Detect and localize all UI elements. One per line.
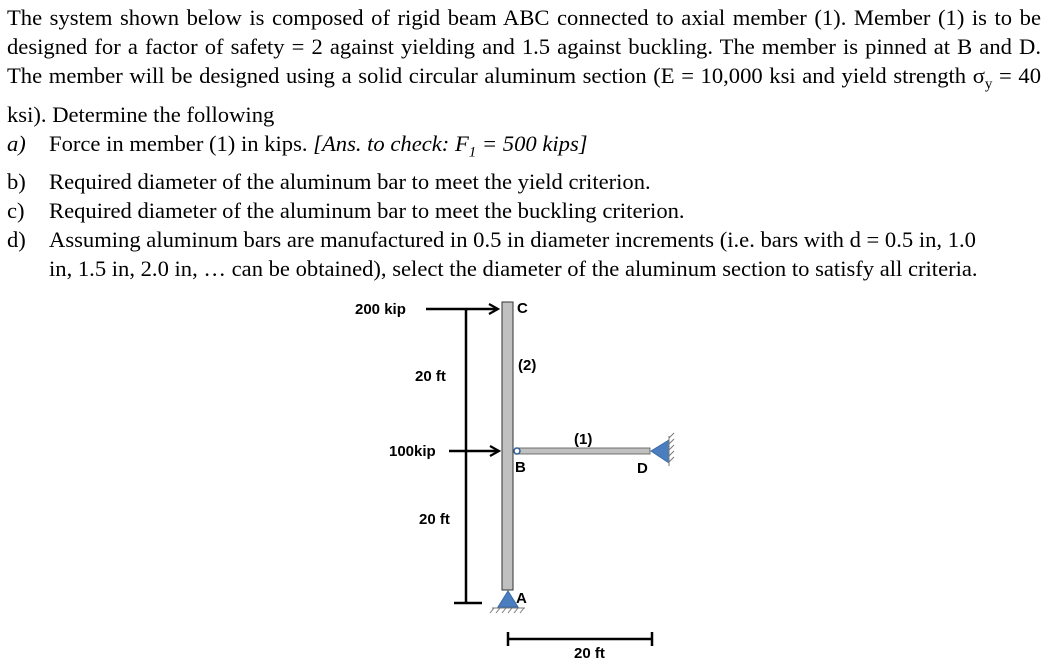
- question-label: b): [7, 169, 26, 195]
- rigid-beam-abc: [502, 302, 513, 590]
- point-d-label: D: [637, 460, 648, 477]
- lower-height-label: 20 ft: [419, 511, 450, 528]
- top-load-label: 200 kip: [355, 301, 406, 318]
- point-c-label: C: [517, 300, 528, 317]
- point-a-label: A: [516, 590, 527, 607]
- point-b-label: B: [515, 459, 526, 476]
- vertical-dimension-line: [454, 310, 482, 603]
- pin-support-d-icon: [651, 433, 674, 466]
- axial-member-1: [515, 448, 650, 454]
- answer-check-subscript: 1: [468, 144, 477, 161]
- question-label: c): [7, 198, 25, 224]
- answer-check-prefix: [Ans. to check: F: [313, 130, 469, 156]
- question-text: Assuming aluminum bars are manufactured in 0.5 in diameter increments (i.e. bars with d = 0.5 in, 1.0 in, 1.5 in, 2.0 in, … can be obtained), select the diameter of the aluminum section to satisfy all criteria.: [49, 227, 978, 282]
- sigma-subscript: y: [984, 76, 993, 93]
- horizontal-dimension-line: [508, 632, 652, 646]
- question-text: Required diameter of the aluminum bar to meet the yield criterion.: [49, 169, 651, 195]
- upper-height-label: 20 ft: [415, 368, 446, 385]
- question-label: d): [7, 227, 26, 253]
- sigma-symbol: σ: [972, 63, 985, 88]
- answer-check-suffix: = 500 kips]: [476, 130, 588, 156]
- question-label: a): [7, 130, 26, 156]
- intro-text-1: The system shown below is composed of rigid beam ABC connected to axial member (1). Member (1) is to be designed for a factor of safety = 2 against yielding and 1.5 against buckling. The member is pinned at B and D. The member will be designed using a solid circular aluminum section (E = 10,000 ksi and yield strength: [7, 5, 1041, 88]
- member-label: (1): [574, 431, 593, 448]
- mid-load-label: 100kip: [389, 443, 436, 460]
- question-text: Required diameter of the aluminum bar to meet the buckling criterion.: [49, 198, 685, 224]
- beam-label: (2): [518, 357, 537, 374]
- pin-b-icon: [514, 448, 520, 454]
- member-length-label: 20 ft: [574, 645, 605, 662]
- intro-text-2: = 40 ksi). Determine the following: [7, 63, 1041, 127]
- question-text: Force in member (1) in kips.: [49, 130, 314, 156]
